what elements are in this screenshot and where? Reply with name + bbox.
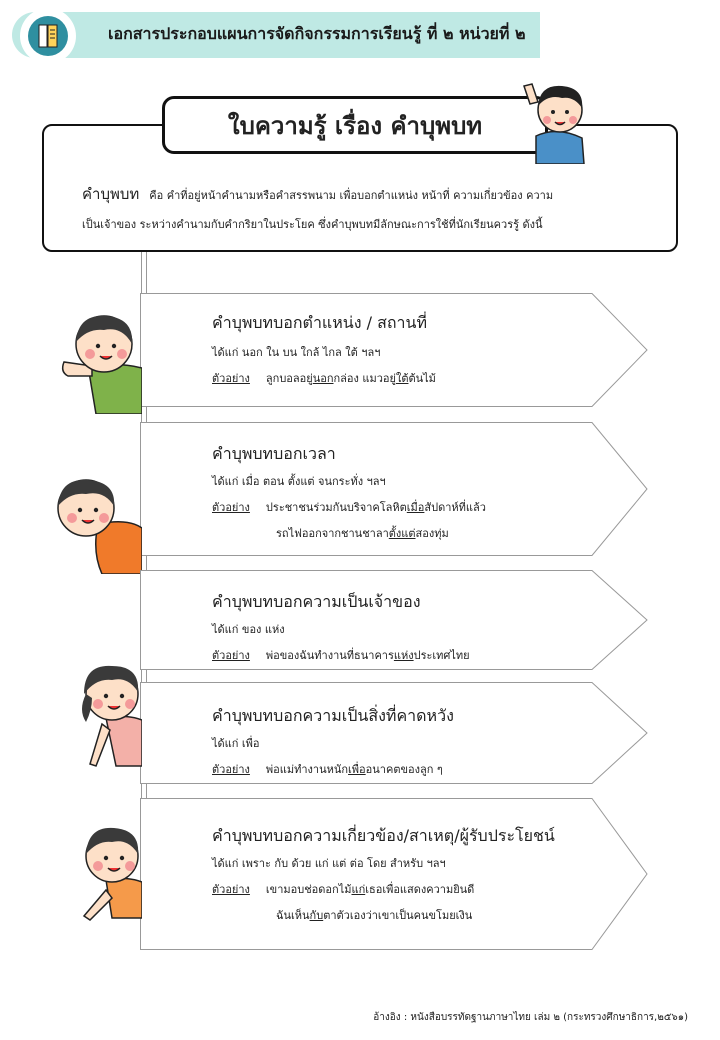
panel-example: ตัวอย่าง ประชาชนร่วมกันบริจาคโลหิตเมื่อสัปดาห์ที่แล้ว: [212, 501, 486, 514]
kid-orange-shirt-icon: [48, 472, 142, 574]
panel-relation: [140, 798, 648, 950]
book-icon: [28, 16, 68, 56]
panel-title: คำบุพบทบอกความเป็นสิ่งที่คาดหวัง: [212, 706, 454, 725]
panel-title: คำบุพบทบอกความเป็นเจ้าของ: [212, 592, 421, 611]
panel-example-2: รถไฟออกจากชานชาลาตั้งแต่สองทุ่ม: [276, 527, 449, 540]
definition-line-2: เป็นเจ้าของ ระหว่างคำนามกับคำกริยาในประโยค ซึ่งคำบุพบทมีลักษณะการใช้ที่นักเรียนควรรู้ ดังนี้: [82, 218, 543, 231]
panel-example: ตัวอย่าง พ่อของฉันทำงานที่ธนาคารแห่งประเทศไทย: [212, 649, 470, 662]
panel-title: คำบุพบทบอกตำแหน่ง / สถานที่: [212, 313, 428, 332]
definition-line-1: คำบุพบท คือ คำที่อยู่หน้าคำนามหรือคำสรรพนาม เพื่อบอกตำแหน่ง หน้าที่ ความเกี่ยวข้อง ความ: [82, 185, 554, 203]
panel-ownership: [140, 570, 648, 670]
panel-example: ตัวอย่าง ลูกบอลอยู่นอกกล่อง แมวอยู่ใต้ต้นไม้: [212, 372, 436, 385]
panel-words: ได้แก่ เพราะ กับ ด้วย แก่ แต่ ต่อ โดย สำหรับ ฯลฯ: [212, 857, 446, 870]
page-title: ใบความรู้ เรื่อง คำบุพบท: [227, 111, 483, 140]
title-box: [162, 96, 548, 154]
reference-footer: อ้างอิง : หนังสือบรรทัดฐานภาษาไทย เล่ม ๒ (กระทรวงศึกษาธิการ,๒๕๖๑): [373, 1012, 688, 1023]
panel-example-2: ฉันเห็นกับตาตัวเองว่าเขาเป็นคนขโมยเงิน: [276, 909, 473, 922]
panel-words: ได้แก่ ของ แห่ง: [212, 623, 285, 636]
kid-boy-orange-icon: [78, 820, 142, 932]
panel-title: คำบุพบทบอกเวลา: [212, 444, 336, 463]
panel-arrow-shape: [140, 798, 650, 952]
kid-waving-icon: [522, 74, 592, 164]
panel-example: ตัวอย่าง พ่อแม่ทำงานหนักเพื่ออนาคตของลูก ๆ: [212, 763, 443, 776]
panel-example: ตัวอย่าง เขามอบช่อดอกไม้แก่เธอเพื่อแสดงความยินดี: [212, 883, 475, 896]
panel-title: คำบุพบทบอกความเกี่ยวข้อง/สาเหตุ/ผู้รับประโยชน์: [212, 826, 555, 845]
definition-term: คำบุพบท: [82, 185, 140, 203]
panel-words: ได้แก่ เพื่อ: [212, 737, 260, 750]
kid-girl-icon: [76, 654, 142, 780]
panel-expectation: [140, 682, 648, 784]
panel-time: [140, 422, 648, 556]
panel-words: ได้แก่ นอก ใน บน ใกล้ ไกล ใต้ ฯลฯ: [212, 346, 381, 359]
panel-location: [140, 293, 648, 407]
header-title: เอกสารประกอบแผนการจัดกิจกรรมการเรียนรู้ ที่ ๒ หน่วยที่ ๒: [108, 24, 526, 43]
kid-green-shirt-icon: [58, 306, 142, 414]
panel-words: ได้แก่ เมื่อ ตอน ตั้งแต่ จนกระทั่ง ฯลฯ: [212, 475, 386, 488]
